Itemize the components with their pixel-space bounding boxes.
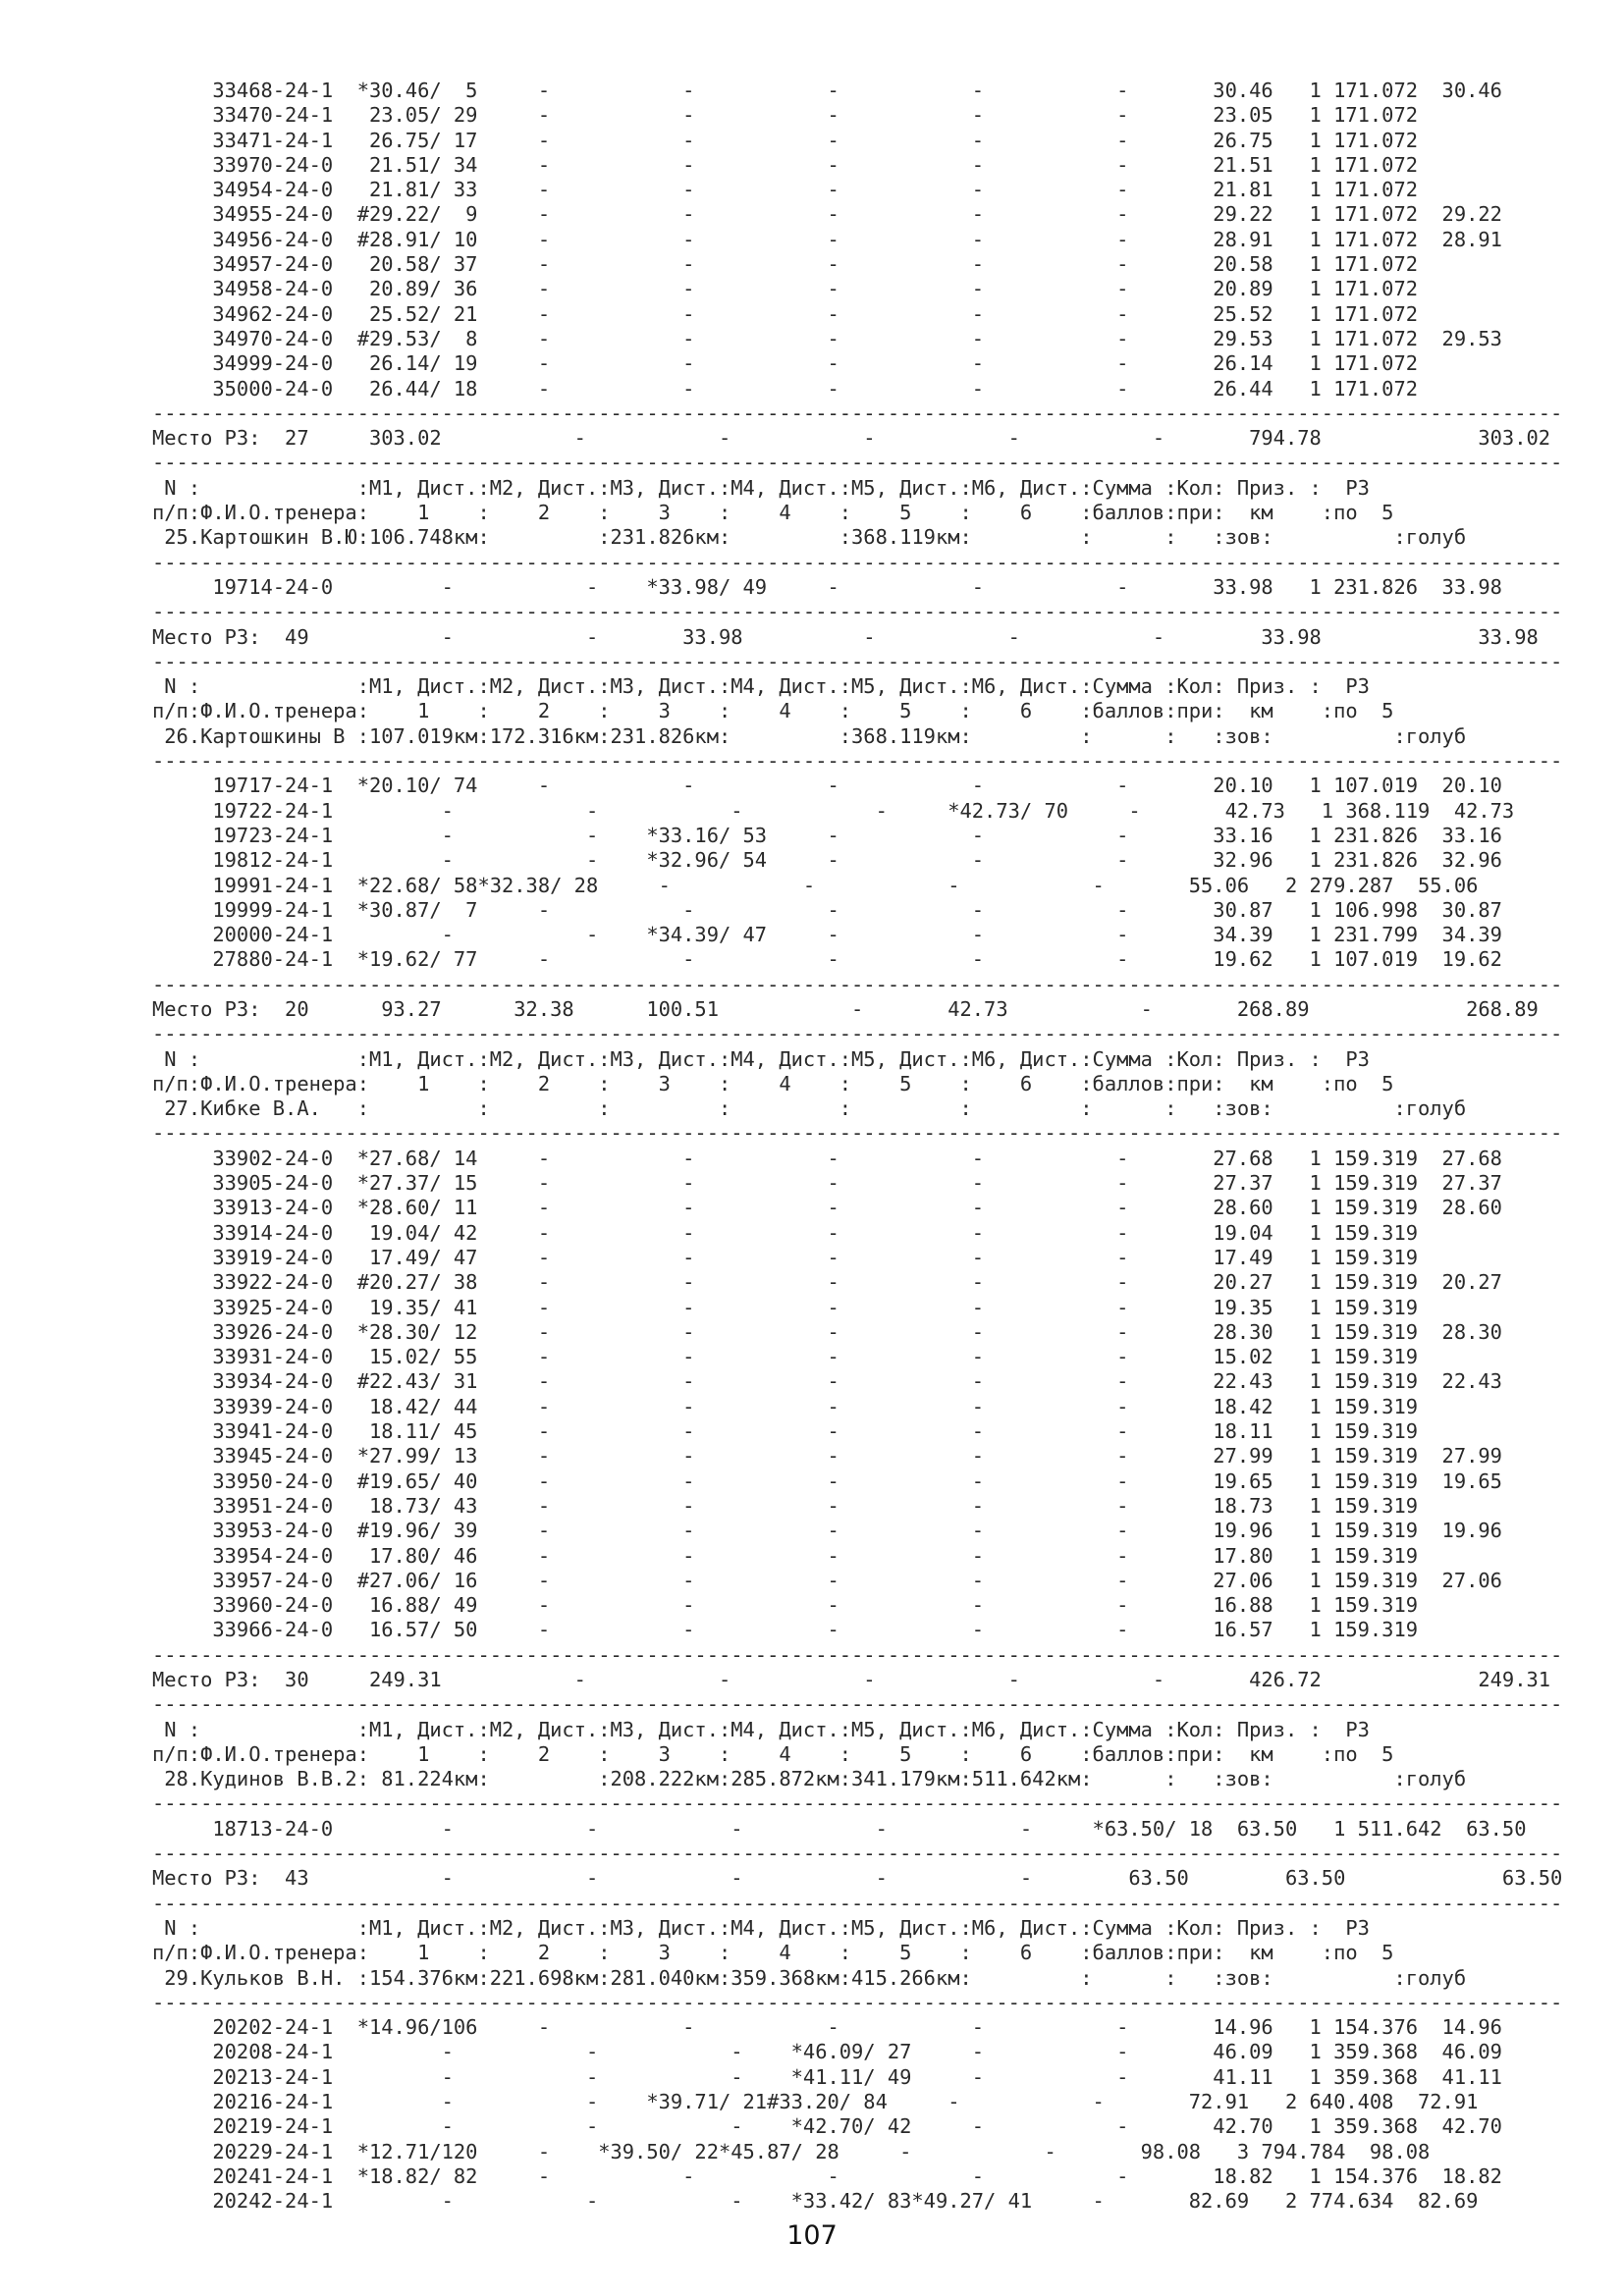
pigeon-result-line: 19999-24-1 *30.87/ 7 - - - - - 30.87 1 106.998 30.87 bbox=[152, 897, 1502, 922]
pigeon-result-line: 33953-24-0 #19.96/ 39 - - - - - 19.96 1 159.319 19.96 bbox=[152, 1519, 1502, 1543]
pigeon-result-line: 33945-24-0 *27.99/ 13 - - - - - 27.99 1 159.319 27.99 bbox=[152, 1444, 1502, 1468]
table-header-line: N : :M1, Дист.:M2, Дист.:M3, Дист.:M4, Дист.:M5, Дист.:M6, Дист.:Сумма :Кол: Приз. : РЗ bbox=[152, 1915, 1370, 1940]
pigeon-result-line: 34955-24-0 #29.22/ 9 - - - - - 29.22 1 171.072 29.22 bbox=[152, 202, 1502, 227]
pigeon-result-line: 20242-24-1 - - - *33.42/ 83*49.27/ 41 - 82.69 2 774.634 82.69 bbox=[152, 2189, 1479, 2214]
page-number: 107 bbox=[786, 2220, 838, 2251]
pigeon-result-line: 19722-24-1 - - - - *42.73/ 70 - 42.73 1 368.119 42.73 bbox=[152, 798, 1515, 823]
pigeon-result-line: 33950-24-0 #19.65/ 40 - - - - - 19.65 1 159.319 19.65 bbox=[152, 1468, 1502, 1493]
pigeon-result-line: 34956-24-0 #28.91/ 10 - - - - - 28.91 1 171.072 28.91 bbox=[152, 227, 1502, 251]
pigeon-result-line: 33905-24-0 *27.37/ 15 - - - - - 27.37 1 159.319 27.37 bbox=[152, 1171, 1502, 1196]
pigeon-result-line: 34962-24-0 25.52/ 21 - - - - - 25.52 1 171.072 bbox=[152, 301, 1419, 326]
pigeon-result-line: 20229-24-1 *12.71/120 - *39.50/ 22*45.87/ 28 - - 98.08 3 794.784 98.08 bbox=[152, 2139, 1431, 2163]
trainer-line: 26.Картошкины В :107.019км:172.316км:231.826км: :368.119км: : : :зов: :голуб bbox=[152, 723, 1467, 748]
pigeon-result-line: 33470-24-1 23.05/ 29 - - - - - 23.05 1 171.072 bbox=[152, 103, 1419, 128]
pigeon-result-line: 33954-24-0 17.80/ 46 - - - - - 17.80 1 159.319 bbox=[152, 1543, 1419, 1568]
pigeon-result-line: 33914-24-0 19.04/ 42 - - - - - 19.04 1 159.319 bbox=[152, 1220, 1419, 1245]
pigeon-result-line: 33960-24-0 16.88/ 49 - - - - - 16.88 1 159.319 bbox=[152, 1593, 1419, 1618]
pigeon-result-line: 33966-24-0 16.57/ 50 - - - - - 16.57 1 159.319 bbox=[152, 1618, 1419, 1642]
separator-line: --------------------------------------------------------------------------------------------------------------------- bbox=[152, 1990, 1563, 2014]
pigeon-result-line: 33913-24-0 *28.60/ 11 - - - - - 28.60 1 159.319 28.60 bbox=[152, 1196, 1502, 1220]
team-place-line: Место РЗ: 49 - - 33.98 - - - 33.98 33.98 bbox=[152, 624, 1539, 649]
table-header-line: п/п:Ф.И.О.тренера: 1 : 2 : 3 : 4 : 5 : 6 :баллов:при: км :по 5 bbox=[152, 699, 1394, 723]
pigeon-result-line: 19714-24-0 - - *33.98/ 49 - - - 33.98 1 231.826 33.98 bbox=[152, 574, 1502, 599]
pigeon-result-line: 20202-24-1 *14.96/106 - - - - - 14.96 1 154.376 14.96 bbox=[152, 2015, 1502, 2040]
table-header-line: п/п:Ф.И.О.тренера: 1 : 2 : 3 : 4 : 5 : 6 :баллов:при: км :по 5 bbox=[152, 1071, 1394, 1095]
separator-line: --------------------------------------------------------------------------------------------------------------------- bbox=[152, 749, 1563, 774]
pigeon-result-line: 33926-24-0 *28.30/ 12 - - - - - 28.30 1 159.319 28.30 bbox=[152, 1319, 1502, 1344]
team-place-line: Место РЗ: 27 303.02 - - - - - 794.78 303.02 bbox=[152, 426, 1551, 451]
pigeon-result-line: 27880-24-1 *19.62/ 77 - - - - - 19.62 1 107.019 19.62 bbox=[152, 947, 1502, 972]
separator-line: --------------------------------------------------------------------------------------------------------------------- bbox=[152, 649, 1563, 673]
table-header-line: N : :M1, Дист.:M2, Дист.:M3, Дист.:M4, Дист.:M5, Дист.:M6, Дист.:Сумма :Кол: Приз. : РЗ bbox=[152, 475, 1370, 500]
separator-line: --------------------------------------------------------------------------------------------------------------------- bbox=[152, 1891, 1563, 1915]
pigeon-result-line: 33934-24-0 #22.43/ 31 - - - - - 22.43 1 159.319 22.43 bbox=[152, 1369, 1502, 1394]
pigeon-result-line: 33941-24-0 18.11/ 45 - - - - - 18.11 1 159.319 bbox=[152, 1419, 1419, 1444]
pigeon-result-line: 19991-24-1 *22.68/ 58*32.38/ 28 - - - - 55.06 2 279.287 55.06 bbox=[152, 873, 1479, 897]
trainer-line: 25.Картошкин В.Ю:106.748км: :231.826км: :368.119км: : : :зов: :голуб bbox=[152, 525, 1467, 550]
table-header-line: N : :M1, Дист.:M2, Дист.:M3, Дист.:M4, Дист.:M5, Дист.:M6, Дист.:Сумма :Кол: Приз. : РЗ bbox=[152, 1046, 1370, 1071]
pigeon-result-line: 34954-24-0 21.81/ 33 - - - - - 21.81 1 171.072 bbox=[152, 178, 1419, 202]
pigeon-result-line: 33902-24-0 *27.68/ 14 - - - - - 27.68 1 159.319 27.68 bbox=[152, 1146, 1502, 1170]
pigeon-result-line: 33925-24-0 19.35/ 41 - - - - - 19.35 1 159.319 bbox=[152, 1295, 1419, 1319]
pigeon-result-line: 18713-24-0 - - - - - *63.50/ 18 63.50 1 511.642 63.50 bbox=[152, 1816, 1527, 1841]
trainer-line: 29.Кульков В.Н. :154.376км:221.698км:281.040км:359.368км:415.266км: : : :зов: :голуб bbox=[152, 1965, 1467, 1990]
table-header-line: п/п:Ф.И.О.тренера: 1 : 2 : 3 : 4 : 5 : 6 :баллов:при: км :по 5 bbox=[152, 501, 1394, 525]
pigeon-result-line: 19723-24-1 - - *33.16/ 53 - - - 33.16 1 231.826 33.16 bbox=[152, 823, 1502, 847]
pigeon-result-line: 33919-24-0 17.49/ 47 - - - - - 17.49 1 159.319 bbox=[152, 1245, 1419, 1269]
trainer-line: 27.Кибке В.А. : : : : : : : : :зов: :голуб bbox=[152, 1096, 1467, 1121]
pigeon-result-line: 35000-24-0 26.44/ 18 - - - - - 26.44 1 171.072 bbox=[152, 376, 1419, 400]
separator-line: --------------------------------------------------------------------------------------------------------------------- bbox=[152, 972, 1563, 996]
results-listing bbox=[152, 79, 1563, 2215]
table-header-line: п/п:Ф.И.О.тренера: 1 : 2 : 3 : 4 : 5 : 6 :баллов:при: км :по 5 bbox=[152, 1941, 1394, 1965]
pigeon-result-line: 34957-24-0 20.58/ 37 - - - - - 20.58 1 171.072 bbox=[152, 252, 1419, 277]
pigeon-result-line: 33468-24-1 *30.46/ 5 - - - - - 30.46 1 171.072 30.46 bbox=[152, 79, 1502, 102]
team-place-line: Место РЗ: 43 - - - - - 63.50 63.50 63.50 bbox=[152, 1866, 1563, 1891]
pigeon-result-line: 20208-24-1 - - - *46.09/ 27 - - 46.09 1 359.368 46.09 bbox=[152, 2040, 1502, 2064]
trainer-line: 28.Кудинов В.В.2: 81.224км: :208.222км:285.872км:341.179км:511.642км: : :зов: :голуб bbox=[152, 1767, 1467, 1791]
separator-line: --------------------------------------------------------------------------------------------------------------------- bbox=[152, 1791, 1563, 1816]
pigeon-result-line: 20216-24-1 - - *39.71/ 21#33.20/ 84 - - 72.91 2 640.408 72.91 bbox=[152, 2090, 1479, 2114]
team-place-line: Место РЗ: 30 249.31 - - - - - 426.72 249.31 bbox=[152, 1668, 1551, 1691]
pigeon-result-line: 20000-24-1 - - *34.39/ 47 - - - 34.39 1 231.799 34.39 bbox=[152, 923, 1502, 947]
pigeon-result-line: 33951-24-0 18.73/ 43 - - - - - 18.73 1 159.319 bbox=[152, 1493, 1419, 1518]
separator-line: --------------------------------------------------------------------------------------------------------------------- bbox=[152, 1022, 1563, 1046]
separator-line: --------------------------------------------------------------------------------------------------------------------- bbox=[152, 451, 1563, 475]
pigeon-result-line: 20241-24-1 *18.82/ 82 - - - - - 18.82 1 154.376 18.82 bbox=[152, 2163, 1502, 2188]
separator-line: --------------------------------------------------------------------------------------------------------------------- bbox=[152, 1692, 1563, 1717]
separator-line: --------------------------------------------------------------------------------------------------------------------- bbox=[152, 600, 1563, 624]
pigeon-result-line: 33939-24-0 18.42/ 44 - - - - - 18.42 1 159.319 bbox=[152, 1394, 1419, 1418]
pigeon-result-line: 33970-24-0 21.51/ 34 - - - - - 21.51 1 171.072 bbox=[152, 152, 1419, 177]
separator-line: --------------------------------------------------------------------------------------------------------------------- bbox=[152, 1642, 1563, 1667]
pigeon-result-line: 34999-24-0 26.14/ 19 - - - - - 26.14 1 171.072 bbox=[152, 351, 1419, 376]
pigeon-result-line: 33931-24-0 15.02/ 55 - - - - - 15.02 1 159.319 bbox=[152, 1345, 1419, 1369]
pigeon-result-line: 19717-24-1 *20.10/ 74 - - - - - 20.10 1 107.019 20.10 bbox=[152, 774, 1502, 798]
pigeon-result-line: 19812-24-1 - - *32.96/ 54 - - - 32.96 1 231.826 32.96 bbox=[152, 848, 1502, 873]
pigeon-result-line: 34970-24-0 #29.53/ 8 - - - - - 29.53 1 171.072 29.53 bbox=[152, 326, 1502, 350]
table-header-line: N : :M1, Дист.:M2, Дист.:M3, Дист.:M4, Дист.:M5, Дист.:M6, Дист.:Сумма :Кол: Приз. : РЗ bbox=[152, 674, 1370, 699]
separator-line: --------------------------------------------------------------------------------------------------------------------- bbox=[152, 550, 1563, 574]
table-header-line: N : :M1, Дист.:M2, Дист.:M3, Дист.:M4, Дист.:M5, Дист.:M6, Дист.:Сумма :Кол: Приз. : РЗ bbox=[152, 1717, 1370, 1741]
separator-line: --------------------------------------------------------------------------------------------------------------------- bbox=[152, 1121, 1563, 1146]
pigeon-result-line: 33471-24-1 26.75/ 17 - - - - - 26.75 1 171.072 bbox=[152, 128, 1419, 152]
pigeon-result-line: 20213-24-1 - - - *41.11/ 49 - - 41.11 1 359.368 41.11 bbox=[152, 2064, 1502, 2089]
pigeon-result-line: 20219-24-1 - - - *42.70/ 42 - - 42.70 1 359.368 42.70 bbox=[152, 2114, 1502, 2139]
separator-line: --------------------------------------------------------------------------------------------------------------------- bbox=[152, 1842, 1563, 1866]
team-place-line: Место РЗ: 20 93.27 32.38 100.51 - 42.73 - 268.89 268.89 bbox=[152, 996, 1539, 1021]
table-header-line: п/п:Ф.И.О.тренера: 1 : 2 : 3 : 4 : 5 : 6 :баллов:при: км :по 5 bbox=[152, 1741, 1394, 1766]
pigeon-result-line: 33922-24-0 #20.27/ 38 - - - - - 20.27 1 159.319 20.27 bbox=[152, 1270, 1502, 1295]
pigeon-result-line: 33957-24-0 #27.06/ 16 - - - - - 27.06 1 159.319 27.06 bbox=[152, 1568, 1502, 1592]
separator-line: --------------------------------------------------------------------------------------------------------------------- bbox=[152, 400, 1563, 425]
pigeon-result-line: 34958-24-0 20.89/ 36 - - - - - 20.89 1 171.072 bbox=[152, 277, 1419, 301]
